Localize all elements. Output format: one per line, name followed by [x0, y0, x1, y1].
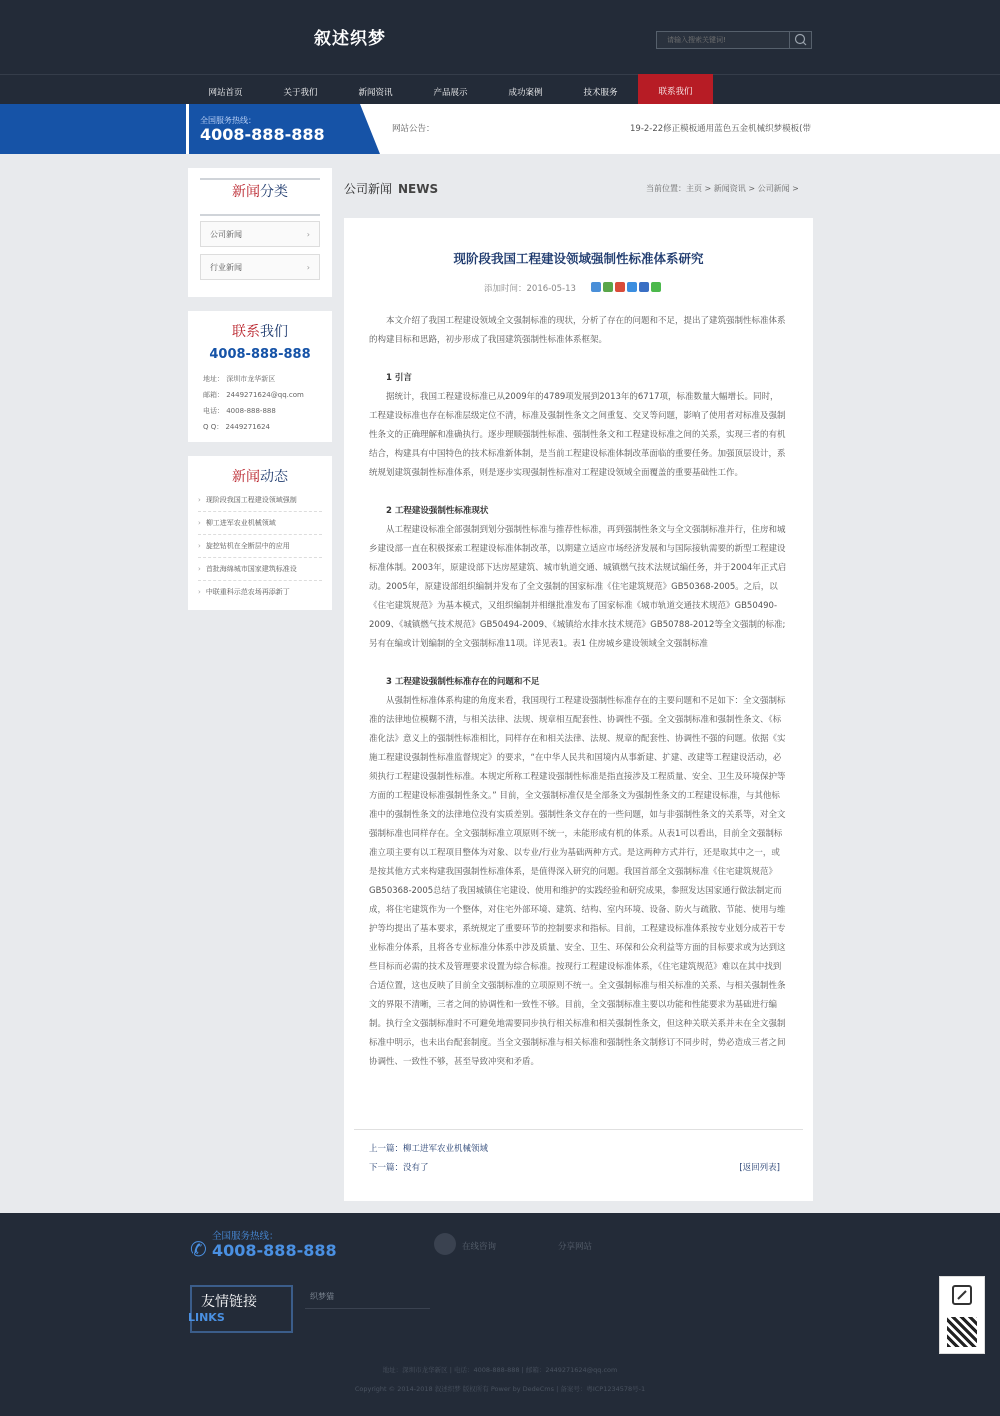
- category-item-industry[interactable]: [200, 254, 320, 280]
- divider: [305, 1308, 430, 1309]
- qr-code-icon[interactable]: [947, 1317, 977, 1347]
- category-title: [188, 181, 332, 201]
- news-item-label: 首批海绵城市国家建筑标准设: [205, 565, 297, 573]
- news-title: [188, 466, 332, 486]
- chevron-right-icon: ›: [306, 263, 310, 272]
- article-date: 添加时间：2016-05-13: [484, 284, 576, 294]
- contact-phone: 4008-888-888: [209, 347, 311, 362]
- back-to-list-link[interactable]: [返回列表]: [739, 1163, 780, 1173]
- contact-title-a: 联系: [232, 324, 260, 340]
- section-heading: 1 引言: [386, 373, 412, 383]
- share-renren-icon[interactable]: [639, 282, 649, 292]
- next-label: 下一篇：: [369, 1163, 404, 1173]
- online-consult-link[interactable]: 在线咨询: [462, 1242, 497, 1252]
- news-item-label: 现阶段我国工程建设领域强制: [205, 496, 297, 504]
- share-site-link[interactable]: 分享网站: [558, 1242, 593, 1252]
- news-list-item[interactable]: [198, 581, 322, 604]
- section-paragraph: 从强制性标准体系构建的角度来看，我国现行工程建设强制性标准存在的主要问题和不足如下：全文强制标准的法律地位模糊不清，与相关法律、法规、规章相互配套性、协调性不强。全文强制标准和强制性条文、《标准化法》意义上的强制性标准相比，同样存在和相关法律、法规、规章的配套性、协调性不强的问题。依据《实施工程建设强制性标准监督规定》的要求，“在中华人民共和国境内从事新建、扩建、改建等工程建设活动，必须执行工程建设强制性标准。本规定所称工程建设强制性标准是指直接涉及工程质量、安全、卫生及环境保护等方面的工程建设标准强制性条文。” 目前，全文强制标准仅是全部条文为强制性条文的工程建设标准，与其他标准中的强制性条文的法律地位没有实质差别。强制性条文存在的一些问题，如与非强制性条文的关系等，对全文强制标准也同样存在。全文强制标准立项原则不统一，未能形成有机的体系。从表1可以看出，目前全文强制标准立项主要有以工程项目整体为对象、以专业/行业为基础两种方式。是这两种方式并行，还是取其中之一，或是按其他方式来构建我国强制性标准体系，是值得深入研究的问题。我国首部全文强制标准《住宅建筑规范》GB50368-2005总结了我国城镇住宅建设、使用和维护的实践经验和研究成果，参照发达国家通行做法制定而成，将住宅建筑作为一个整体，对住宅外部环境、建筑、结构、室内环境、设备、防火与疏散、节能、使用与维护等均提出了基本要求，系统规定了重要环节的控制要求和指标。目前，工程建设标准体系按专业划分成若干专业标准分体系，且将各专业标准分体系中涉及质量、安全、卫生、环保和公众利益等方面的目标要求或为达到这些目标而必需的技术及管理要求设置为综合标准。按现行工程建设标准体系，《住宅建筑规范》难以在其中找到合适位置，这也反映了目前全文强制标准的立项原则不统一。全文强制标准与相关标准的关系、与相关强制性条文的界限不清晰，三者之间的协调性和一致性不够。目前，全文强制标准主要以功能和性能要求为基础进行编制。执行全文强制标准时不可避免地需要同步执行相关标准和相关强制性条文，但这种关联关系并未在全文强制标准中明示，也未出台配套制度。当全文强制标准与相关标准和强制性条文制修订不同步时，势必造成三者之间协调性、一致性不够，甚至导致冲突和矛盾。: [369, 696, 786, 1067]
- nav-about[interactable]: 关于我们: [283, 88, 318, 98]
- chevron-right-icon: ›: [198, 496, 201, 504]
- news-title-b: 动态: [260, 469, 288, 485]
- section-heading: 3 工程建设强制性标准存在的问题和不足: [386, 677, 540, 687]
- search-icon: [790, 32, 812, 48]
- share-plus-icon[interactable]: [591, 282, 601, 292]
- breadcrumb[interactable]: 当前位置：主页 > 新闻资讯 > 公司新闻 >: [646, 184, 799, 193]
- news-list-item[interactable]: [198, 512, 322, 535]
- links-title: 友情链接: [201, 1294, 257, 1310]
- share-weibo-icon[interactable]: [615, 282, 625, 292]
- section-paragraph: 据统计，我国工程建设标准已从2009年的4789项发展到2013年的6717项，标准数量大幅增长。同时，工程建设标准也存在标准层级定位不清，标准及强制性条文之间重复、交叉等问题，影响了使用者对标准及强制性条文的正确理解和准确执行。逐步理顺强制性标准、强制性条文和工程建设标准之间的关系，实现三者的有机结合，构建具有中国特色的技术标准新体制，是当前工程建设标准体制改革面临的重要任务。加强顶层设计，系统规划建筑强制性标准体系，则是逐步实现强制性标准对工程建设领域全面覆盖的重要基础性工作。: [369, 392, 786, 478]
- contact-email: 邮箱： 2449271624@qq.com: [203, 391, 304, 399]
- next-article-link[interactable]: 没有了: [403, 1163, 429, 1173]
- contact-qq: Q Q： 2449271624: [203, 423, 271, 431]
- category-box: [188, 168, 332, 297]
- share-qzone-icon[interactable]: [603, 282, 613, 292]
- category-title-b: 分类: [260, 184, 288, 200]
- category-item-label: 公司新闻: [210, 230, 242, 239]
- site-logo[interactable]: 叙述织梦: [314, 29, 386, 49]
- notice-text[interactable]: 19-2-22修正模板通用蓝色五金机械织梦模板(带: [630, 124, 811, 134]
- news-item-label: 中联重科示范农场再添新丁: [205, 588, 290, 596]
- nav-home[interactable]: 网站首页: [208, 88, 243, 98]
- divider: [186, 104, 189, 154]
- footer-hotline-number: 4008-888-888: [212, 1241, 337, 1260]
- share-icons: [591, 282, 663, 292]
- article-body: [369, 312, 787, 1072]
- notice-label: 网站公告：: [392, 124, 435, 134]
- copyright: Copyright © 2014-2018 叙述织梦 版权所有 Power by DedeCms | 备案号：粤ICP1234578号-1: [354, 1385, 646, 1393]
- contact-title: [188, 321, 332, 341]
- hotline-label: 全国服务热线：: [200, 116, 256, 125]
- column-title-cn: 公司新闻: [344, 182, 393, 196]
- edit-icon[interactable]: [952, 1285, 972, 1305]
- phone-icon: ✆: [190, 1237, 207, 1261]
- friend-link[interactable]: 织梦猫: [310, 1292, 334, 1301]
- next-article: [369, 1161, 429, 1173]
- chevron-right-icon: ›: [198, 588, 201, 596]
- article-title: 现阶段我国工程建设领域强制性标准体系研究: [453, 251, 704, 266]
- footer-contact-line: 地址：深圳市龙华新区 | 电话：4008-888-888 | 邮箱：2449271624@qq.com: [382, 1366, 618, 1374]
- prev-article: [369, 1142, 488, 1154]
- contact-address: 地址： 深圳市龙华新区: [203, 375, 276, 383]
- nav-products[interactable]: 产品展示: [433, 88, 468, 98]
- prev-label: 上一篇：: [369, 1144, 404, 1154]
- news-item-label: 旋挖钻机在全断层中的应用: [205, 542, 290, 550]
- news-box: [188, 456, 332, 610]
- nav-cases[interactable]: 成功案例: [508, 88, 543, 98]
- search-box: [656, 31, 812, 49]
- nav-service[interactable]: 技术服务: [583, 88, 618, 98]
- floating-toolbar: [939, 1276, 985, 1354]
- article-panel: [344, 218, 813, 1201]
- chevron-right-icon: ›: [306, 230, 310, 239]
- column-title-en: NEWS: [398, 182, 439, 196]
- divider: [354, 1129, 803, 1130]
- footer-hotline-label: 全国服务热线：: [212, 1231, 279, 1242]
- hotline-number: 4008-888-888: [200, 125, 325, 144]
- news-list-item[interactable]: [198, 535, 322, 558]
- search-input[interactable]: [657, 32, 789, 48]
- news-item-label: 柳工进军农业机械领域: [205, 519, 276, 527]
- chevron-right-icon: ›: [198, 519, 201, 527]
- contact-box: [188, 311, 332, 442]
- news-list-item[interactable]: [198, 558, 322, 581]
- share-tweibo-icon[interactable]: [627, 282, 637, 292]
- share-wechat-icon[interactable]: [651, 282, 661, 292]
- header-bar: [0, 0, 1000, 74]
- article-intro: 本文介绍了我国工程建设领域全文强制标准的现状，分析了存在的问题和不足，提出了建筑强制性标准体系的构建目标和思路，初步形成了我国建筑强制性标准体系框架。: [369, 316, 786, 345]
- news-title-a: 新闻: [232, 469, 260, 485]
- category-item-label: 行业新闻: [210, 263, 242, 272]
- chevron-right-icon: ›: [198, 542, 201, 550]
- nav-contact[interactable]: 联系我们: [638, 74, 713, 110]
- contact-tel: 电话： 4008-888-888: [203, 407, 276, 415]
- category-title-a: 新闻: [232, 184, 260, 200]
- chevron-right-icon: ›: [198, 565, 201, 573]
- nav-news[interactable]: 新闻资讯: [358, 88, 393, 98]
- category-item-company[interactable]: [200, 221, 320, 247]
- main-nav: [0, 74, 1000, 104]
- links-title-en: LINKS: [188, 1311, 225, 1324]
- search-button[interactable]: [789, 32, 811, 48]
- column-title: [344, 180, 438, 197]
- chat-icon[interactable]: [434, 1233, 456, 1255]
- news-list-item[interactable]: [198, 489, 322, 512]
- prev-article-link[interactable]: 柳工进军农业机械领域: [403, 1144, 489, 1154]
- section-heading: 2 工程建设强制性标准现状: [386, 506, 489, 516]
- contact-title-b: 我们: [260, 324, 288, 340]
- section-paragraph: 从工程建设标准全部强制到划分强制性标准与推荐性标准，再到强制性条文与全文强制标准并行，住房和城乡建设部一直在积极探索工程建设标准体制改革，以期建立适应市场经济发展和与国际接轨需要的新型工程建设标准体制。2003年，原建设部下达房屋建筑、城市轨道交通、城镇燃气技术法规试编任务，并于2004年正式启动。2005年，原建设部组织编制并发布了全文强制的国家标准《住宅建筑规范》GB50368-2005。之后，以《住宅建筑规范》为基本模式，又组织编制并相继批准发布了国家标准《城市轨道交通技术规范》GB50490-2009、《城镇燃气技术规范》GB50494-2009、《城镇给水排水技术规范》GB50788-2012等全文强制的标准;另有在编或计划编制的全文强制标准11项。详见表1。表1 住房城乡建设领域全文强制标准: [369, 525, 787, 649]
